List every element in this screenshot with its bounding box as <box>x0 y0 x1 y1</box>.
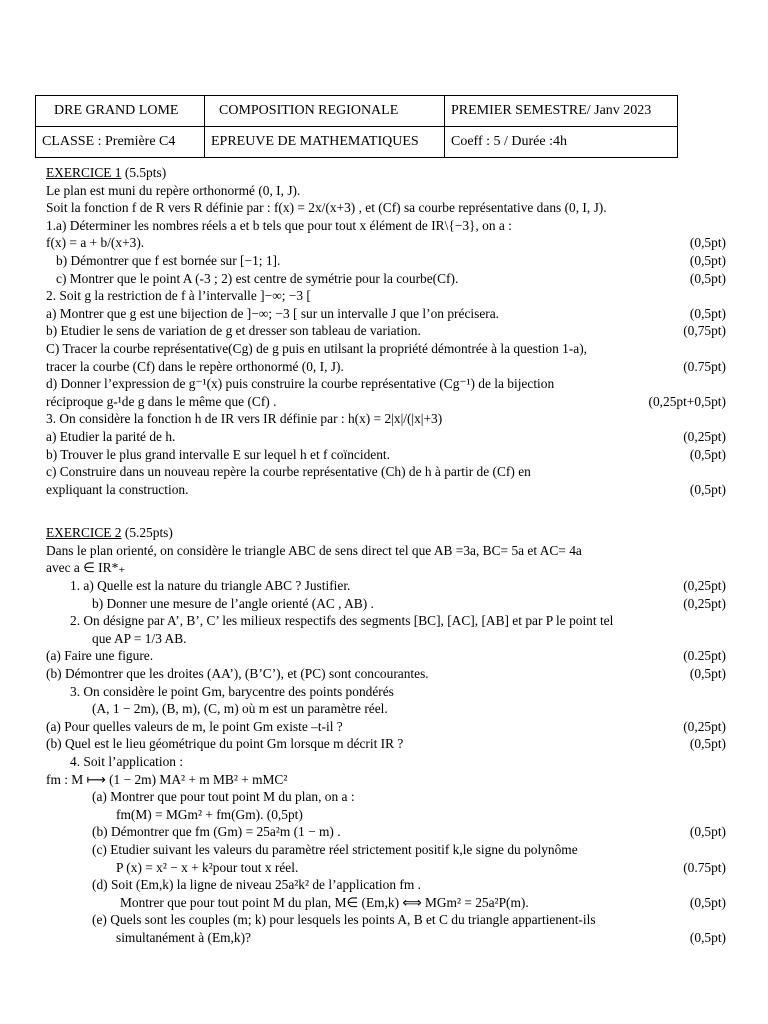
ex1-title: EXERCICE 1 <box>46 165 122 180</box>
ex1-line-text: b) Démontrer que f est bornée sur [−1; 1]. <box>56 252 281 268</box>
header-cell-dre: DRE GRAND LOME <box>36 96 205 127</box>
ex2-line-text: (e) Quels sont les couples (m; k) pour lesquels les points A, B et C du triangle appartienent-ils <box>92 912 596 928</box>
ex2-line-text: simultanément à (Em,k)? <box>116 929 251 945</box>
ex2-line-text: (b) Démontrer que fm (Gm) = 25a²m (1 − m) . <box>92 824 341 840</box>
ex1-line-text: Le plan est muni du repère orthonormé (0, I, J). <box>46 182 301 198</box>
ex2-line-text: (d) Soit (Em,k) la ligne de niveau 25a²k² de l’application fm . <box>92 877 421 893</box>
ex2-line-text: Montrer que pour tout point M du plan, M∈ (Em,k) ⟺ MGm² = 25a²P(m). <box>120 894 529 910</box>
ex1-line <box>46 287 726 305</box>
ex1-line-text: Soit la fonction f de R vers R définie par : f(x) = 2x/(x+3) , et (Cf) sa courbe représentative dans (0, I, J). <box>46 200 607 216</box>
ex2-line-points: (0,5pt) <box>689 666 726 682</box>
ex1-line-text: c) Construire dans un nouveau repère la courbe représentative (Ch) de h à partir de (Cf) en <box>46 464 531 480</box>
ex1-line-points: (0,5pt) <box>689 305 726 321</box>
ex1-line <box>46 199 726 217</box>
ex2-line-text: fm(M) = MGm² + fm(Gm). (0,5pt) <box>116 806 303 822</box>
header-table <box>35 95 678 158</box>
ex1-line <box>46 446 726 464</box>
ex2-line <box>46 735 726 753</box>
ex2-line-text: 2. On désigne par A’, B’, C’ les milieux respectifs des segments [BC], [AC], [AB] et par P le point tel <box>70 613 614 629</box>
ex1-line-points: (0,5pt) <box>689 270 726 286</box>
ex2-line <box>46 665 726 683</box>
ex1-line-text: 3. On considère la fonction h de IR vers IR définie par : h(x) = 2|x|/(|x|+3) <box>46 411 443 427</box>
ex1-line <box>46 481 726 499</box>
ex2-line <box>46 647 726 665</box>
ex2-line-points: (0.25pt) <box>683 648 726 664</box>
ex2-line-points: (0,25pt) <box>683 595 726 611</box>
ex1-line <box>46 410 726 428</box>
ex2-line <box>46 841 726 859</box>
ex2-line-text: 4. Soit l’application : <box>70 754 184 769</box>
ex2-line-points: (0.75pt) <box>683 859 726 875</box>
ex1-line <box>46 428 726 446</box>
ex2-line-text: (b) Quel est le lieu géométrique du point Gm lorsque m décrit IR ? <box>46 736 404 752</box>
ex1-line-points: (0,5pt) <box>689 446 726 462</box>
ex1-line-text: 2. Soit g la restriction de f à l’intervalle ]−∞; −3 [ <box>46 288 311 304</box>
ex2-line-text: que AP = 1/3 AB. <box>92 630 187 646</box>
ex1-line-text: f(x) = a + b/(x+3). <box>46 235 145 251</box>
ex1-line-text: réciproque g-¹de g dans le même que (Cf) . <box>46 393 277 409</box>
ex1-line-points: (0,5pt) <box>689 235 726 251</box>
ex2-line-text: 1. a) Quelle est la nature du triangle ABC ? Justifier. <box>70 578 351 594</box>
ex2-line-text: (a) Pour quelles valeurs de m, le point Gm existe –t-il ? <box>46 718 343 734</box>
header-row-1 <box>36 96 678 127</box>
ex2-line <box>46 823 726 841</box>
ex1-line <box>46 322 726 340</box>
ex2-line <box>46 700 726 718</box>
ex2-heading <box>46 524 726 542</box>
ex1-line-text: a) Montrer que g est une bijection de ]−∞; −3 [ sur un intervalle J que l’on précisera. <box>46 305 500 321</box>
ex1-line-text: tracer la courbe (Cf) dans le repère orthonormé (0, I, J). <box>46 358 344 374</box>
ex2-line-text: b) Donner une mesure de l’angle orienté (AC , AB) . <box>92 595 374 611</box>
ex1-line-text: b) Trouver le plus grand intervalle E sur lequel h et f coïncident. <box>46 446 390 462</box>
ex2-line <box>46 806 726 824</box>
ex1-line-points: (0,5pt) <box>689 252 726 268</box>
ex2-line-points: (0,25pt) <box>683 718 726 734</box>
ex1-line-text: C) Tracer la courbe représentative(Cg) de g puis en utilsant la propriété démontrée à la question 1-a), <box>46 340 588 356</box>
header-cell-coeff: Coeff : 5 / Durée :4h <box>445 127 678 158</box>
ex1-line-text: d) Donner l’expression de g⁻¹(x) puis construire la courbe représentative (Cg⁻¹) de la bijection <box>46 376 555 392</box>
header-cell-semestre: PREMIER SEMESTRE/ Janv 2023 <box>445 96 678 127</box>
ex2-line <box>46 683 726 701</box>
ex2-line <box>46 771 726 789</box>
header-row-2 <box>36 127 678 158</box>
header-cell-classe: CLASSE : Première C4 <box>36 127 205 158</box>
ex1-points: (5.5pts) <box>121 165 167 180</box>
ex1-line-points: (0,25pt+0,5pt) <box>648 393 726 409</box>
ex2-line-text: P (x) = x² − x + k²pour tout x réel. <box>116 859 299 875</box>
ex2-line <box>46 718 726 736</box>
ex2-line <box>46 612 726 630</box>
ex2-line <box>46 859 726 877</box>
ex2-line <box>46 595 726 613</box>
ex2-line <box>46 911 726 929</box>
ex1-line-text: b) Etudier le sens de variation de g et dresser son tableau de variation. <box>46 323 421 339</box>
ex1-line <box>46 375 726 393</box>
ex2-line-text: (c) Etudier suivant les valeurs du paramètre réel strictement positif k,le signe du polynôme <box>92 841 578 857</box>
ex1-lines <box>46 182 726 499</box>
ex1-line-text: expliquant la construction. <box>46 481 189 497</box>
header-cell-epreuve: EPREUVE DE MATHEMATIQUES <box>205 127 445 158</box>
ex2-points: (5.25pts) <box>121 525 173 541</box>
ex2-line <box>46 630 726 648</box>
ex2-line <box>46 876 726 894</box>
ex2-line-text: (a) Faire une figure. <box>46 648 154 664</box>
ex1-line-points: (0,5pt) <box>689 481 726 497</box>
ex2-line-text: (A, 1 − 2m), (B, m), (C, m) où m est un paramètre réel. <box>92 701 388 717</box>
ex2-line <box>46 894 726 912</box>
ex1-line <box>46 393 726 411</box>
ex2-line <box>46 542 726 560</box>
ex2-lines <box>46 542 726 947</box>
ex1-line-points: (0.75pt) <box>683 358 726 374</box>
header-cell-composition: COMPOSITION REGIONALE <box>205 96 445 127</box>
ex1-line <box>46 182 726 200</box>
ex1-line-text: a) Etudier la parité de h. <box>46 428 176 444</box>
ex2-line-text: Dans le plan orienté, on considère le triangle ABC de sens direct tel que AB =3a, BC= 5a et AC= 4a <box>46 542 582 558</box>
ex1-line-points: (0,75pt) <box>683 323 726 339</box>
ex2-line <box>46 753 726 771</box>
ex2-line-points: (0,5pt) <box>689 894 726 910</box>
ex2-line-points: (0,25pt) <box>683 578 726 594</box>
ex2-line-text: (a) Montrer que pour tout point M du plan, on a : <box>92 789 355 805</box>
ex2-line-text: fm : M ⟼ (1 − 2m) MA² + m MB² + mMC² <box>46 771 288 787</box>
ex2-line-text: 3. On considère le point Gm, barycentre des points pondérés <box>70 683 394 699</box>
ex1-line-text: 1.a) Déterminer les nombres réels a et b tels que pour tout x élément de IR\{−3}, on a : <box>46 217 512 233</box>
ex2-line <box>46 788 726 806</box>
ex1-line <box>46 305 726 323</box>
ex2-line-text: (b) Démontrer que les droites (AA’), (B’C’), et (PC) sont concourantes. <box>46 666 429 682</box>
ex2-line-points: (0,5pt) <box>689 929 726 945</box>
ex1-line <box>46 463 726 481</box>
ex1-heading <box>46 164 726 182</box>
ex1-line <box>46 234 726 252</box>
section-gap <box>46 498 726 524</box>
ex1-line-text: c) Montrer que le point A (-3 ; 2) est centre de symétrie pour la courbe(Cf). <box>56 270 459 286</box>
ex2-line-points: (0,5pt) <box>689 736 726 752</box>
ex1-line-points: (0,25pt) <box>683 428 726 444</box>
ex2-line-text: avec a ∈ IR*₊ <box>46 560 126 576</box>
ex1-line <box>46 358 726 376</box>
ex2-line <box>46 559 726 577</box>
ex2-line-points: (0,5pt) <box>689 824 726 840</box>
ex2-title: EXERCICE 2 <box>46 525 122 541</box>
exam-body <box>46 164 726 947</box>
ex1-line <box>46 340 726 358</box>
ex1-line <box>46 217 726 235</box>
ex2-line <box>46 929 726 947</box>
ex1-line <box>46 270 726 288</box>
ex1-line <box>46 252 726 270</box>
ex2-line <box>46 577 726 595</box>
